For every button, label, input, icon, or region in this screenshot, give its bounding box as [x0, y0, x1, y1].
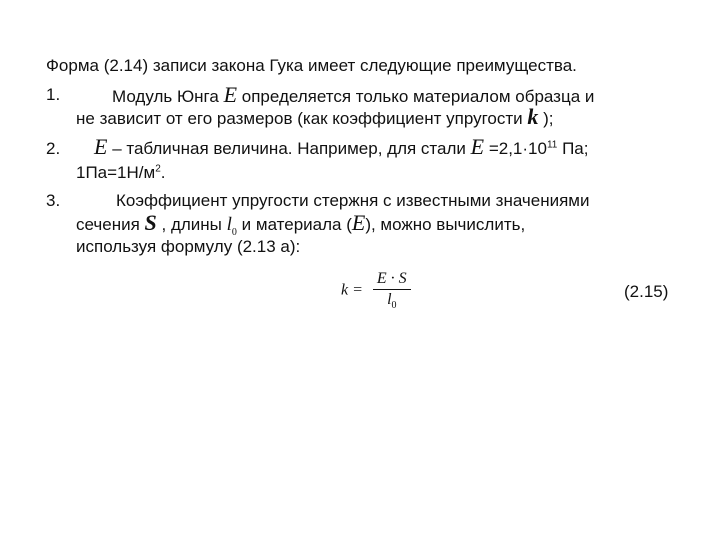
- var-l0: [226, 214, 237, 238]
- item-1-line-1: [112, 84, 594, 108]
- item-3-text-a: сечения: [76, 215, 140, 234]
- item-1-text-c: не зависит от его размеров (как коэффициент упругости: [76, 109, 523, 128]
- formula-fraction: [373, 270, 411, 311]
- item-3-line-3: используя формулу (2.13 а):: [76, 237, 301, 256]
- item-3-text-d: ), можно вычислить,: [365, 215, 526, 234]
- var-l: l: [226, 214, 232, 235]
- var-E: E: [470, 134, 485, 159]
- var-S: S: [144, 210, 157, 235]
- intro-text: Форма (2.14) записи закона Гука имеет следующие преимущества.: [46, 56, 577, 75]
- item-2-unit: Па;: [557, 139, 589, 158]
- item-1-number: 1.: [46, 85, 61, 104]
- item-2-value: =2,1·10: [488, 139, 547, 158]
- item-3-number: 3.: [46, 191, 61, 210]
- var-E: E: [351, 210, 366, 235]
- item-1-line-2: [76, 106, 554, 130]
- item-2-text-b: 1Па=1Н/м: [76, 163, 156, 182]
- item-3-text-c: и материала (: [241, 215, 352, 234]
- item-2-line-1: [94, 136, 588, 160]
- var-E: E: [223, 82, 238, 107]
- equation-number: (2.15): [624, 282, 669, 301]
- denominator-l: l: [387, 291, 392, 308]
- var-E: E: [94, 134, 108, 159]
- item-2-text-a: – табличная величина. Например, для стали: [112, 139, 466, 158]
- formula-denominator: [373, 290, 411, 311]
- var-l-subscript: 0: [231, 226, 237, 238]
- item-2-line-2: [76, 162, 166, 184]
- item-1-text-a: Модуль Юнга: [112, 87, 219, 106]
- item-2-period: .: [160, 163, 166, 182]
- item-1-text-d: );: [543, 109, 554, 128]
- item-3-line-1: Коэффициент упругости стержня с известными значениями: [116, 191, 590, 210]
- formula-lhs: k =: [341, 281, 363, 299]
- var-k: k: [527, 104, 539, 129]
- formula-numerator: E · S: [376, 270, 407, 287]
- item-2-exponent-2: 2: [155, 163, 161, 175]
- item-1-text-b: определяется только материалом образца и: [241, 87, 595, 106]
- denominator-subscript: 0: [391, 300, 397, 312]
- item-2-exponent: 11: [546, 139, 558, 151]
- formula-2-15: [341, 270, 411, 311]
- item-2-number: 2.: [46, 139, 61, 158]
- item-3-text-b: , длины: [161, 215, 222, 234]
